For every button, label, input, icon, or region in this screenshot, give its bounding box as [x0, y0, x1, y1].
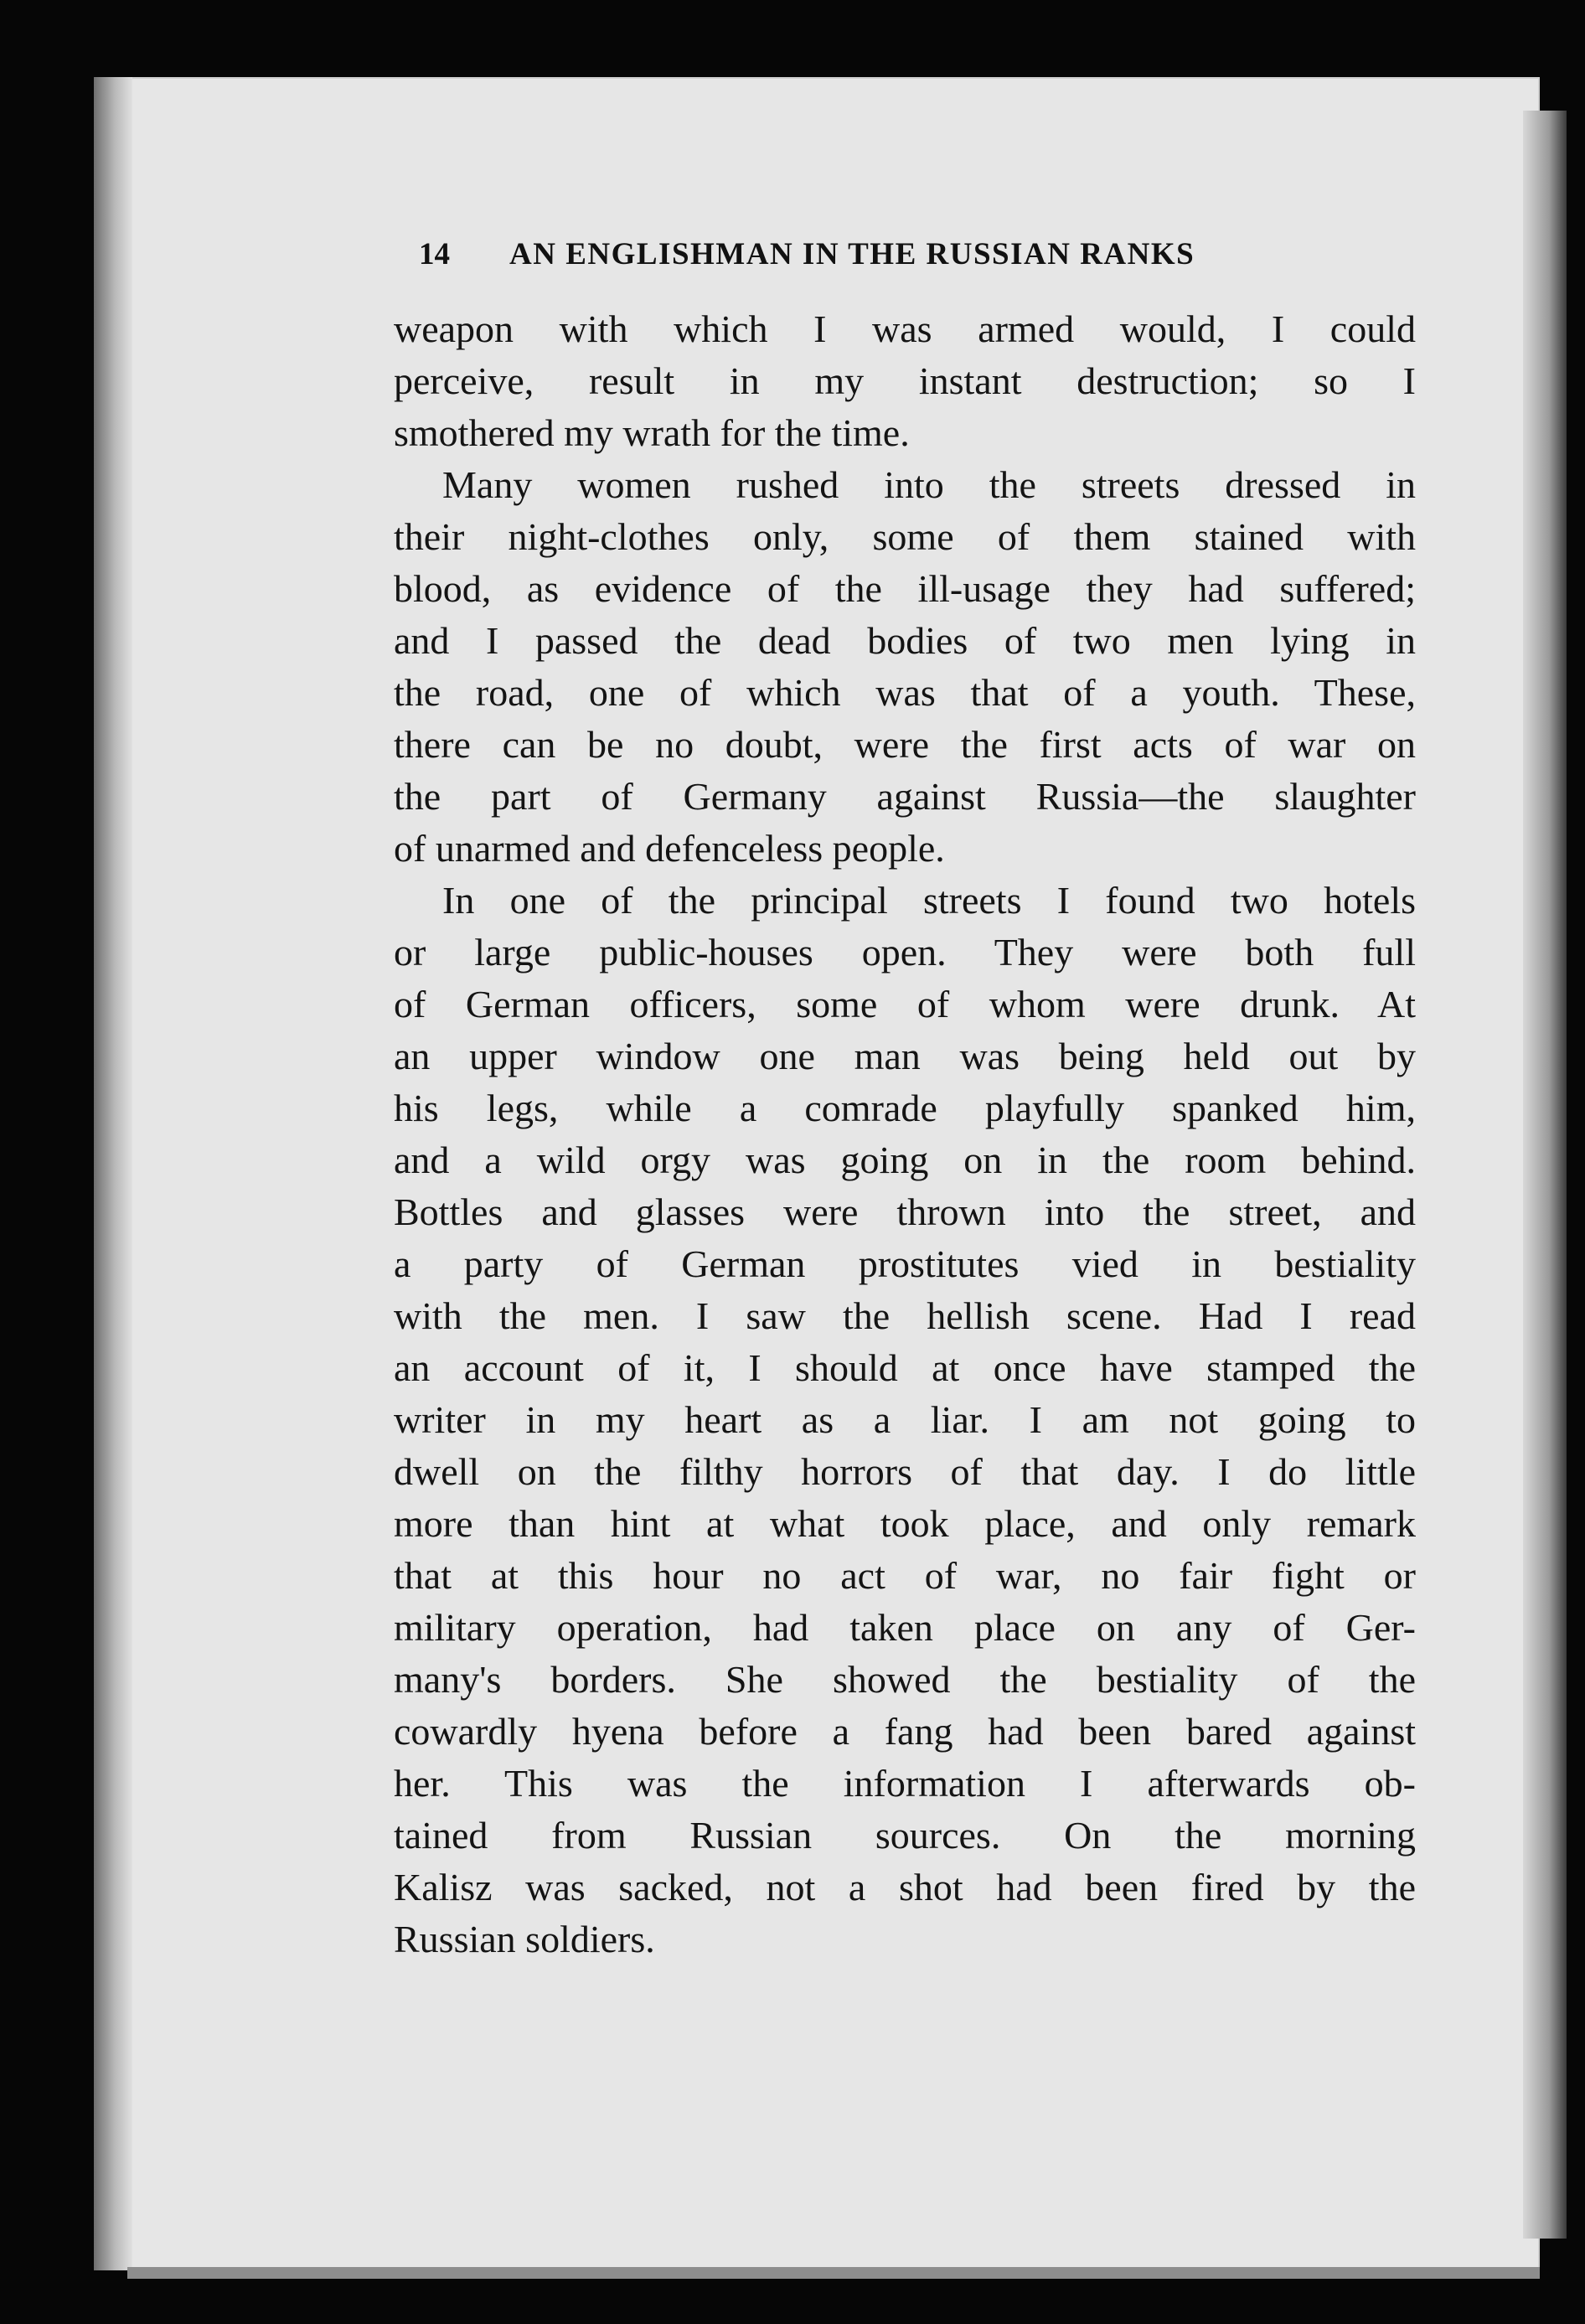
text-line: of German officers, some of whom were drunk. At — [394, 983, 1416, 1025]
text-line: Bottles and glasses were thrown into the street, and — [394, 1190, 1416, 1233]
text-line: blood, as evidence of the ill-usage they had suffered; — [394, 567, 1416, 610]
text-line: the part of Germany against Russia—the slaughter — [394, 775, 1416, 818]
text-line: his legs, while a comrade playfully spanked him, — [394, 1087, 1416, 1129]
page-edge — [1523, 111, 1567, 2239]
text-line: the road, one of which was that of a youth. These, — [394, 671, 1416, 714]
body-text — [394, 303, 1416, 1965]
text-line: In one of the principal streets I found two hotels — [442, 879, 1416, 922]
text-line: cowardly hyena before a fang had been bared against — [394, 1710, 1416, 1753]
text-line: writer in my heart as a liar. I am not going to — [394, 1398, 1416, 1441]
text-line: weapon with which I was armed would, I could — [394, 307, 1416, 350]
text-line: dwell on the filthy horrors of that day. I do little — [394, 1450, 1416, 1493]
text-line: their night-clothes only, some of them stained with — [394, 515, 1416, 558]
text-line: tained from Russian sources. On the morning — [394, 1814, 1416, 1857]
text-line: more than hint at what took place, and only remark — [394, 1502, 1416, 1545]
running-head — [419, 236, 1332, 272]
text-line: of unarmed and defenceless people. — [394, 827, 945, 870]
text-line: her. This was the information I afterwards ob- — [394, 1762, 1416, 1805]
text-line: or large public-houses open. They were both full — [394, 931, 1416, 973]
page-bottom-edge — [127, 2267, 1540, 2279]
text-line: Kalisz was sacked, not a shot had been fired by the — [394, 1866, 1416, 1908]
text-line: perceive, result in my instant destruction; so I — [394, 359, 1416, 402]
text-line: an upper window one man was being held out by — [394, 1035, 1416, 1077]
text-line: and I passed the dead bodies of two men lying in — [394, 619, 1416, 662]
text-line: Russian soldiers. — [394, 1918, 655, 1960]
text-line: many's borders. She showed the bestiality of the — [394, 1658, 1416, 1701]
running-title: AN ENGLISHMAN IN THE RUSSIAN RANKS — [509, 237, 1195, 271]
text-line: there can be no doubt, were the first acts of war on — [394, 723, 1416, 766]
text-line: and a wild orgy was going on in the room behind. — [394, 1139, 1416, 1181]
text-line: Many women rushed into the streets dressed in — [442, 463, 1416, 506]
text-line: a party of German prostitutes vied in bestiality — [394, 1242, 1416, 1285]
text-line: military operation, had taken place on any of Ger- — [394, 1606, 1416, 1649]
text-line: an account of it, I should at once have stamped the — [394, 1346, 1416, 1389]
binding-shadow — [94, 77, 132, 2270]
page-number: 14 — [419, 237, 450, 271]
text-line: smothered my wrath for the time. — [394, 411, 910, 454]
text-line: with the men. I saw the hellish scene. Had I read — [394, 1294, 1416, 1337]
text-line: that at this hour no act of war, no fair fight or — [394, 1554, 1416, 1597]
